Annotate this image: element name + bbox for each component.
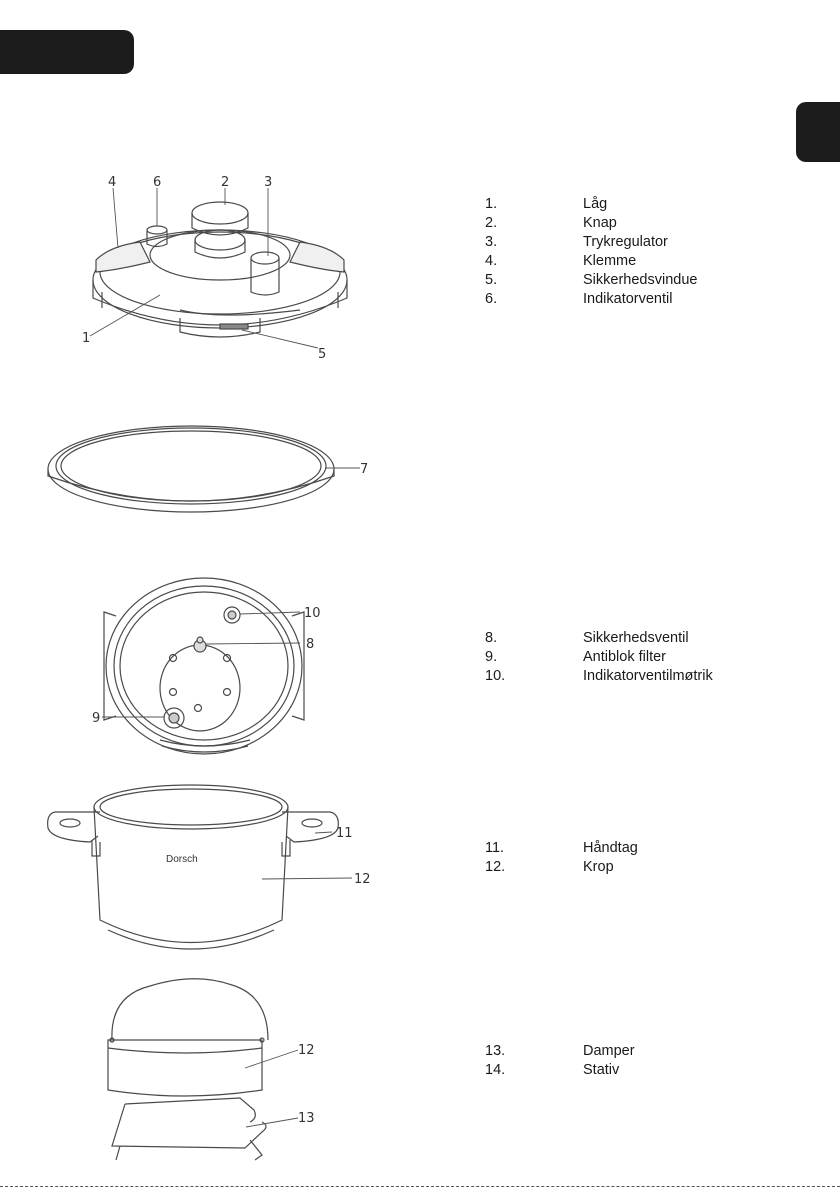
callout-6: 6 [153, 175, 162, 190]
callout-10: 10 [304, 606, 321, 621]
callout-3: 3 [264, 175, 273, 190]
callout-7: 7 [360, 462, 369, 477]
callout-1: 1 [82, 331, 91, 346]
callout-11: 11 [336, 826, 353, 841]
callout-12: 12 [354, 872, 371, 887]
callout-2: 2 [221, 175, 230, 190]
callout-4: 4 [108, 175, 117, 190]
callout-12-steamer: 12 [298, 1043, 315, 1058]
callout-9: 9 [92, 711, 101, 726]
brand-logo: Dorsch [166, 854, 198, 865]
callout-8: 8 [306, 637, 315, 652]
callout-5: 5 [318, 347, 327, 362]
callout-13-rack: 13 [298, 1111, 315, 1126]
bottom-divider [0, 1186, 840, 1189]
